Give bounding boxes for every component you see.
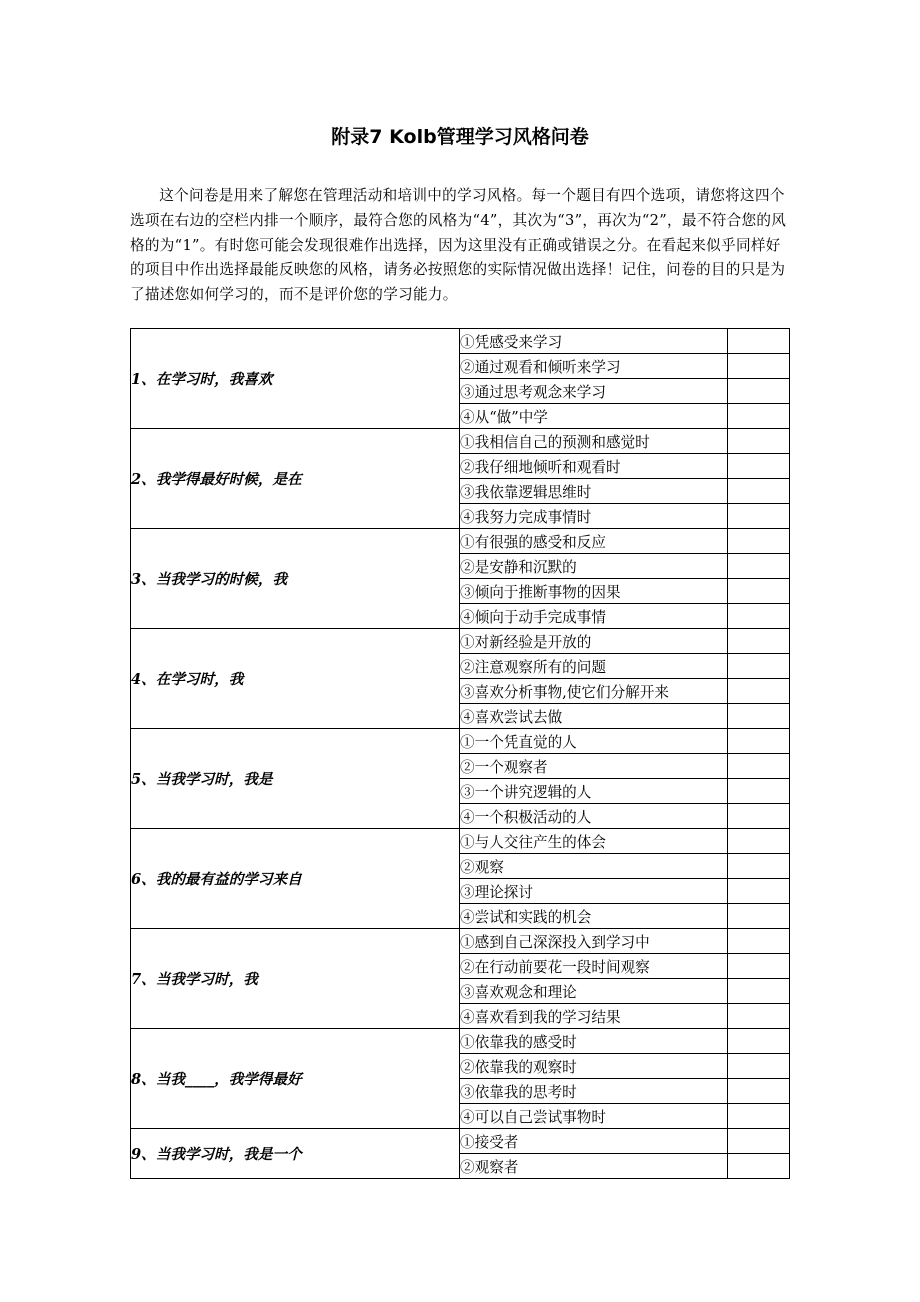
option-row [131, 629, 790, 654]
option-text: ③我依靠逻辑思维时 [460, 479, 728, 504]
question-label: 8、当我____，我学得最好 [131, 1029, 460, 1129]
option-text: ④喜欢尝试去做 [460, 704, 728, 729]
answer-cell[interactable] [728, 329, 790, 354]
option-text: ①有很强的感受和反应 [460, 529, 728, 554]
option-text: ③倾向于推断事物的因果 [460, 579, 728, 604]
option-row [131, 1029, 790, 1054]
answer-cell[interactable] [728, 429, 790, 454]
option-row [131, 929, 790, 954]
answer-cell[interactable] [728, 1079, 790, 1104]
answer-cell[interactable] [728, 804, 790, 829]
option-row [131, 329, 790, 354]
answer-cell[interactable] [728, 704, 790, 729]
answer-cell[interactable] [728, 904, 790, 929]
option-text: ①一个凭直觉的人 [460, 729, 728, 754]
answer-cell[interactable] [728, 979, 790, 1004]
option-text: ①对新经验是开放的 [460, 629, 728, 654]
option-text: ②我仔细地倾听和观看时 [460, 454, 728, 479]
option-row [131, 829, 790, 854]
answer-cell[interactable] [728, 629, 790, 654]
intro-paragraph: 这个问卷是用来了解您在管理活动和培训中的学习风格。每一个题目有四个选项，请您将这四个选项在右边的空栏内排一个顺序，最符合您的风格为“4”，其次为“3”，再次为“2”，最不符合您的风格的为“1”。有时您可能会发现很难作出选择，因为这里没有正确或错误之分。在看起来似乎同样好的项目中作出选择最能反映您的风格，请务必按照您的实际情况做出选择！记住，问卷的目的只是为了描述您如何学习的，而不是评价您的学习能力。 [130, 187, 787, 304]
option-text: ④从“做”中学 [460, 404, 728, 429]
option-text: ②是安静和沉默的 [460, 554, 728, 579]
answer-cell[interactable] [728, 1054, 790, 1079]
answer-cell[interactable] [728, 754, 790, 779]
answer-cell[interactable] [728, 1154, 790, 1179]
option-row [131, 429, 790, 454]
answer-cell[interactable] [728, 554, 790, 579]
option-text: ③喜欢观念和理论 [460, 979, 728, 1004]
option-text: ③通过思考观念来学习 [460, 379, 728, 404]
question-label: 7、当我学习时，我 [131, 929, 460, 1029]
answer-cell[interactable] [728, 479, 790, 504]
option-text: ③喜欢分析事物,使它们分解开来 [460, 679, 728, 704]
option-text: ④我努力完成事情时 [460, 504, 728, 529]
option-text: ④一个积极活动的人 [460, 804, 728, 829]
answer-cell[interactable] [728, 729, 790, 754]
option-row [131, 729, 790, 754]
answer-cell[interactable] [728, 579, 790, 604]
option-text: ②一个观察者 [460, 754, 728, 779]
option-text: ①感到自己深深投入到学习中 [460, 929, 728, 954]
option-row [131, 1129, 790, 1154]
answer-cell[interactable] [728, 604, 790, 629]
option-text: ②在行动前要花一段时间观察 [460, 954, 728, 979]
answer-cell[interactable] [728, 379, 790, 404]
answer-cell[interactable] [728, 1104, 790, 1129]
questionnaire-table [130, 328, 790, 1179]
question-label: 5、当我学习时，我是 [131, 729, 460, 829]
question-label: 9、当我学习时，我是一个 [131, 1129, 460, 1179]
option-text: ②观察 [460, 854, 728, 879]
option-text: ④倾向于动手完成事情 [460, 604, 728, 629]
option-text: ④喜欢看到我的学习结果 [460, 1004, 728, 1029]
option-text: ①凭感受来学习 [460, 329, 728, 354]
option-text: ③依靠我的思考时 [460, 1079, 728, 1104]
answer-cell[interactable] [728, 454, 790, 479]
option-text: ②观察者 [460, 1154, 728, 1179]
answer-cell[interactable] [728, 354, 790, 379]
answer-cell[interactable] [728, 504, 790, 529]
answer-cell[interactable] [728, 854, 790, 879]
option-text: ①与人交往产生的体会 [460, 829, 728, 854]
answer-cell[interactable] [728, 954, 790, 979]
option-text: ④尝试和实践的机会 [460, 904, 728, 929]
option-text: ③一个讲究逻辑的人 [460, 779, 728, 804]
option-text: ①我相信自己的预测和感觉时 [460, 429, 728, 454]
page-title: 附录7 Kolb管理学习风格问卷 [331, 126, 589, 148]
answer-cell[interactable] [728, 829, 790, 854]
answer-cell[interactable] [728, 404, 790, 429]
option-text: ①依靠我的感受时 [460, 1029, 728, 1054]
question-label: 2、我学得最好时候，是在 [131, 429, 460, 529]
option-text: ①接受者 [460, 1129, 728, 1154]
answer-cell[interactable] [728, 679, 790, 704]
question-label: 3、当我学习的时候，我 [131, 529, 460, 629]
answer-cell[interactable] [728, 779, 790, 804]
question-label: 1、在学习时，我喜欢 [131, 329, 460, 429]
option-text: ④可以自己尝试事物时 [460, 1104, 728, 1129]
answer-cell[interactable] [728, 654, 790, 679]
question-label: 6、我的最有益的学习来自 [131, 829, 460, 929]
answer-cell[interactable] [728, 1029, 790, 1054]
answer-cell[interactable] [728, 879, 790, 904]
option-text: ②通过观看和倾听来学习 [460, 354, 728, 379]
option-row [131, 529, 790, 554]
option-text: ③理论探讨 [460, 879, 728, 904]
option-text: ②注意观察所有的问题 [460, 654, 728, 679]
question-label: 4、在学习时，我 [131, 629, 460, 729]
answer-cell[interactable] [728, 529, 790, 554]
answer-cell[interactable] [728, 929, 790, 954]
answer-cell[interactable] [728, 1129, 790, 1154]
answer-cell[interactable] [728, 1004, 790, 1029]
option-text: ②依靠我的观察时 [460, 1054, 728, 1079]
